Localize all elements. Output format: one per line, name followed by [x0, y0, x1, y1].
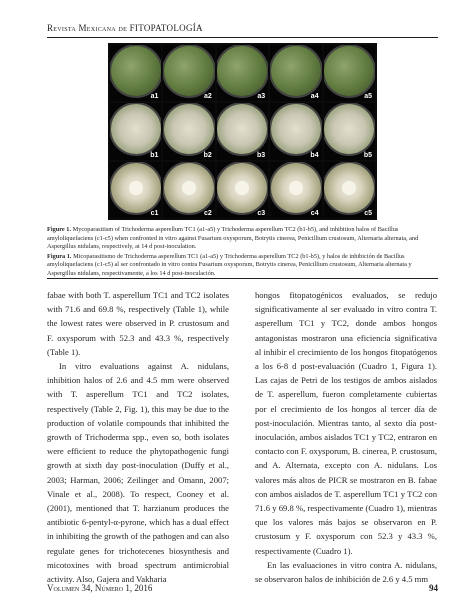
plate-b2 [163, 103, 214, 159]
panel-label: c1 [150, 209, 159, 217]
plate-a4 [270, 45, 321, 101]
journal-header: Revista Mexicana de FITOPATOLOGÍA [47, 23, 203, 33]
petri-dish [111, 163, 161, 213]
panel-label: a1 [150, 93, 159, 101]
petri-dish [164, 104, 214, 154]
body-paragraph: En las evaluaciones in vitro contra A. nidulans, se observaron halos de inhibición de 2.6 y 4.5 mm [255, 559, 437, 585]
petri-dish [217, 163, 267, 213]
caption-rule [47, 278, 438, 279]
panel-label: a2 [204, 93, 212, 101]
body-paragraph: hongos fitopatogénicos evaluados, se redujo significativamente al ser evaluado in vitro contra T. asperellum TC1 y TC2, donde ambos hongos antagonistas mostraron una eficiencia significativa al inhibir el crecimiento de los hongos fitopatógenos a los 6-8 d post-evaluación (Cuadro 1, Figura 1). Las cajas de Petri de los testigos de ambos aislados de T. asperellum, fueron completamente cubiertas por el crecimiento de los hongos al tercer día de post-inoculación. Mientras tanto, al sexto día post-inoculación, ambos aislados TC1 y TC2, entraron en contacto con F. oxysporum, B. cinerea, P. crustosum, and A. Alternata, excepto con A. nidulans. Los valores más altos de PICR se mostraron en B. fabae con ambos aislados de T. asperellum TC1 y TC2 con 71.6 y 69.8 %, respectivamente (Cuadro 1), mientras que los valores más bajos se observaron en P. crustosum y F. oxysporum con 52.3 y 43.3 %, respectivamente (Cuadro 1). [255, 290, 437, 556]
plate-b5 [324, 103, 375, 159]
plate-c5 [324, 162, 375, 218]
plate-a1 [110, 45, 161, 101]
plate-c2 [163, 162, 214, 218]
panel-label: c5 [364, 209, 372, 217]
petri-dish [271, 46, 321, 96]
caption-text: Mycoparasitism of Trichoderma asperellum TC1 (a1-a5) y Trichoderma asperellum TC2 (b1-b5), and inhibition halos of Bacillus amyloliquefaciens (c1-c5) when confronted in vitro against Fusarium oxysporum, Botrytis cinerea, Penicillium crustosum, Alternaria alternata, and Aspergillus nidulans, respectively, at 14 d post-inoculation. [47, 226, 419, 250]
petri-dish [111, 46, 161, 96]
panel-label: c4 [310, 209, 319, 217]
panel-label: a4 [310, 93, 319, 101]
caption-text: Micoparasitismo de Trichoderma asperellum TC1 (a1-a5) y Trichoderma asperellum TC2 (b1-b5), y halos de inhibición de Bacillus amyloliquefaciens (c1-c5) al ser confrontado in vitro contra Fusarium oxysporum, Botrytis cinerea, Penicillium crustosum, Alternaria alternata y Aspergillus nidulans, respectivamente, a los 14 d post-inoculación. [47, 252, 412, 277]
petri-dish [271, 104, 321, 154]
body-paragraph: In vitro evaluations against A. nidulans, inhibition halos of 2.6 and 4.5 mm were observed with T. asperellum TC1 and TC2 isolates, respectively (Table 2, Fig. 1), this may be due to the production of volatile compounds that inhibited the growth of Trichoderma spp., even so, both isolates were efficient to reduce the phytopathogenic fungi growth at sixth day post-inoculation (Duffy et al., 2003; Harman, 2006; Zeilinger and Omann, 2007; Vinale et al., 2008). To respect, Cooney et al. (2001), mentioned that T. harzianum produces the antibiotic 6-pentyl-α-pyrone, which has a dual effect in inhibiting the growth of the pathogen and can also regulate genes for trichotecenes biosynthesis and micotoxines with broad spectrum antimicrobial activity. Also, Gajera and Vakharia [47, 361, 229, 585]
panel-label: a5 [364, 93, 372, 101]
english-column [47, 288, 229, 586]
spanish-column [255, 288, 437, 586]
petri-dish [111, 104, 161, 154]
panel-label: b2 [203, 151, 212, 159]
caption-spanish [47, 253, 438, 279]
body-paragraph: fabae with both T. asperellum TC1 and TC2 isolates with 71.6 and 69.8 %, respectively (Table 1), while the lowest rates were observed in P. crustosum and F. oxysporum with 52.3 and 43.3 %, respectively (Table 1). [47, 290, 229, 357]
petri-dish [217, 46, 267, 96]
panel-label: b4 [310, 151, 319, 159]
panel-label: c2 [204, 209, 212, 217]
caption-english [47, 226, 438, 252]
caption-label: Figura 1. [47, 252, 72, 260]
petri-dish [271, 163, 321, 213]
panel-label: a3 [257, 93, 266, 101]
caption-label: Figure 1. [47, 226, 72, 233]
figure-caption [47, 226, 438, 279]
plate-a5 [324, 45, 375, 101]
panel-label: b3 [257, 151, 266, 159]
petri-dish [324, 46, 374, 96]
petri-dish [324, 163, 374, 213]
panel-label: b1 [150, 151, 159, 159]
plate-c4 [270, 162, 321, 218]
plate-a2 [163, 45, 214, 101]
plate-b1 [110, 103, 161, 159]
plate-a3 [217, 45, 268, 101]
page-number: 94 [429, 583, 438, 593]
figure-1-plates [108, 43, 377, 220]
plate-b4 [270, 103, 321, 159]
plate-c1 [110, 162, 161, 218]
petri-dish [324, 104, 374, 154]
header-rule [47, 37, 438, 38]
petri-dish [164, 46, 214, 96]
panel-label: b5 [363, 151, 372, 159]
plate-c3 [217, 162, 268, 218]
plate-b3 [217, 103, 268, 159]
petri-dish [217, 104, 267, 154]
volume-footer: Volumen 34, Número 1, 2016 [47, 583, 153, 593]
petri-dish [164, 163, 214, 213]
panel-label: c3 [257, 209, 266, 217]
